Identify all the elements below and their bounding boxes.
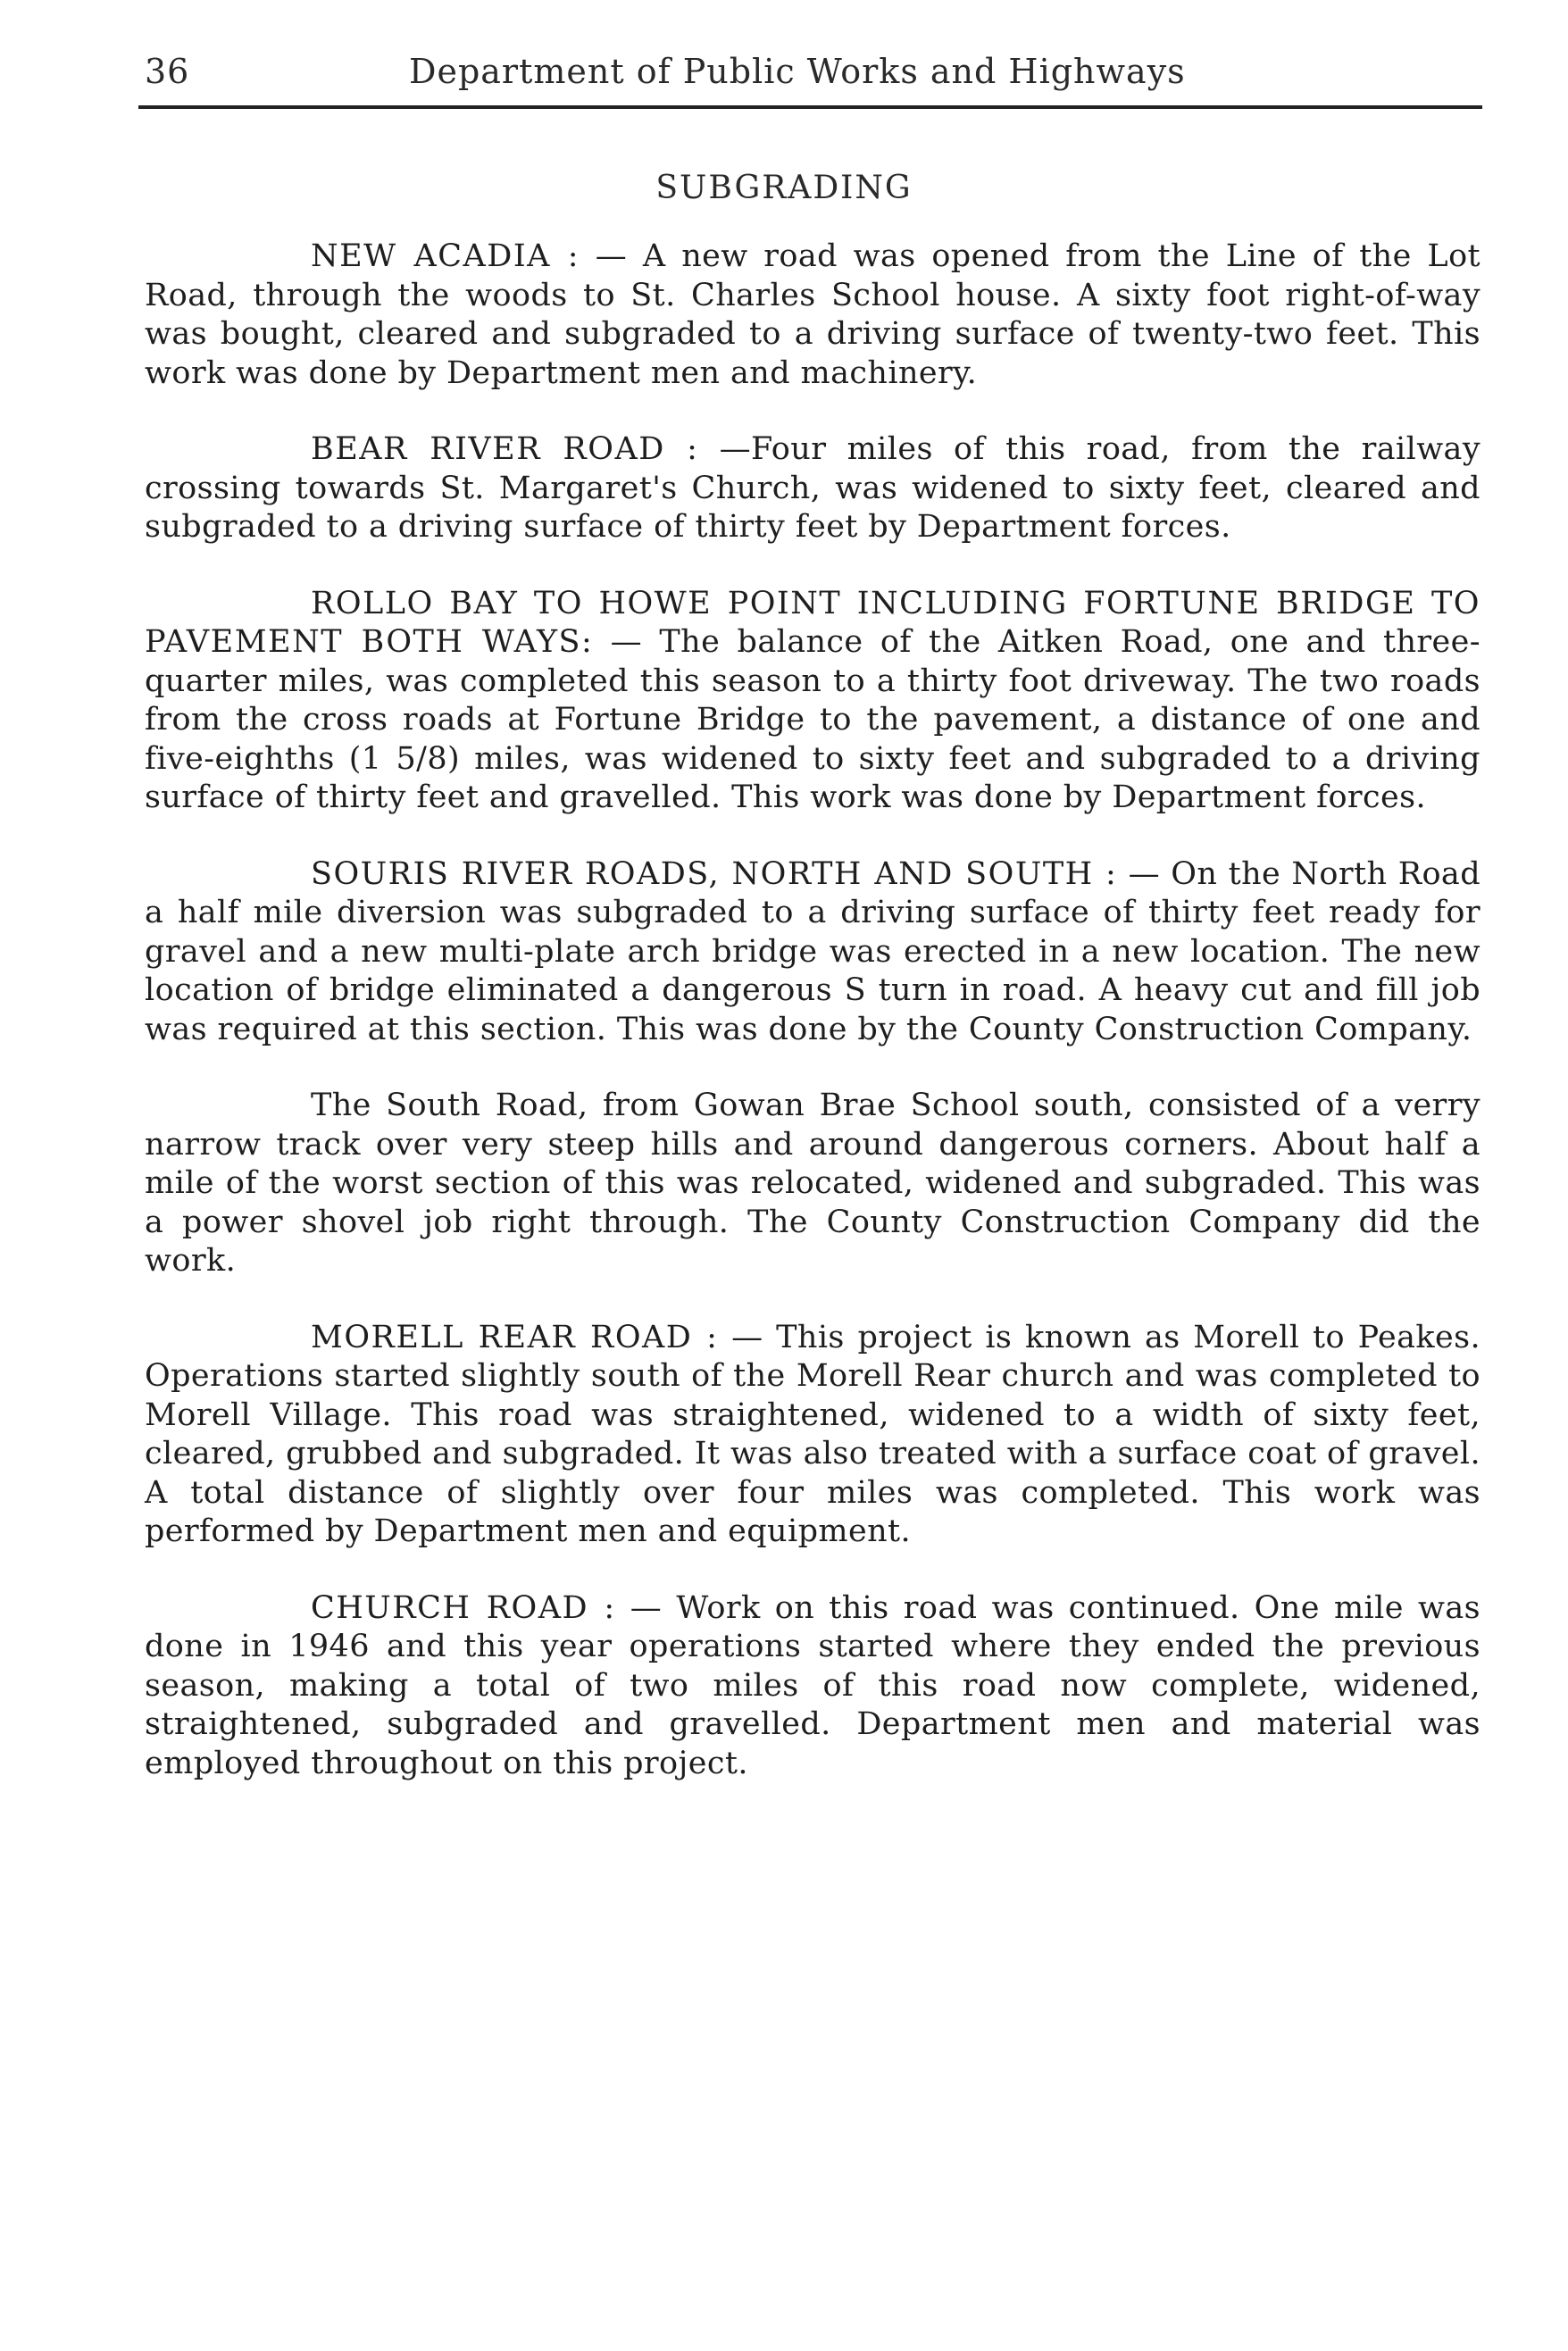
paragraph-heading: BEAR RIVER ROAD : <box>311 431 699 467</box>
header-rule <box>138 105 1482 109</box>
paragraph-heading: NEW ACADIA : <box>311 238 580 274</box>
paragraph-heading: MORELL REAR ROAD : <box>311 1319 719 1355</box>
paragraph-new-acadia <box>145 238 1480 393</box>
paragraph-text: — A new road was opened from the Line of the Lot Road, through the woods to St. Charles School house. A sixty foot right-of-way was bought, cleared and subgraded to a driving surface of twenty-two feet. This work was done by Department men and machinery. <box>145 238 1481 391</box>
paragraph-text: — The balance of the Aitken Road, one and three-quarter miles, was completed this season to a thirty foot driveway. The two roads from the cross roads at Fortune Bridge to the pavement, a distance of one and five-eighths (1 5/8) miles, was widened to sixty feet and subgraded to a driving surface of thirty feet and gravelled. This work was done by Department forces. <box>145 624 1480 815</box>
paragraph-morell-rear-road <box>145 1319 1480 1552</box>
running-title: Department of Public Works and Highways <box>409 52 1186 91</box>
paragraph-heading: CHURCH ROAD : <box>311 1589 616 1626</box>
paragraph-text: — On the North Road a half mile diversion was subgraded to a driving surface of thirty feet ready for gravel and a new multi-plate arch bridge was erected in a new location. The new location of bridge eliminated a dangerous S turn in road. A heavy cut and fill job was required at this section. This was done by the County Construction Company. <box>145 855 1481 1047</box>
paragraph-church-road <box>145 1589 1480 1784</box>
body-text <box>145 238 1480 1821</box>
paragraph-south-road <box>145 1087 1480 1281</box>
paragraph-heading: ROLLO BAY TO HOWE POINT INCLUDING FORTUNE BRIDGE TO PAVEMENT BOTH WAYS: <box>145 585 1480 660</box>
page-header <box>145 52 1484 102</box>
paragraph-bear-river-road <box>145 430 1480 547</box>
paragraph-text: — Work on this road was continued. One mile was done in 1946 and this year operations started where they ended the previous season, making a total of two miles of this road now complete, widened, straightened, subgraded and gravelled. Department men and material was employed throughout on this project. <box>145 1589 1480 1781</box>
paragraph-text: —Four miles of this road, from the railway crossing towards St. Margaret's Church, was widened to sixty feet, cleared and subgraded to a driving surface of thirty feet by Department forces. <box>145 431 1481 545</box>
paragraph-rollo-bay <box>145 585 1480 818</box>
paragraph-text: — This project is known as Morell to Peakes. Operations started slightly south of the Morell Rear church and was completed to Morell Village. This road was straightened, widened to a width of sixty feet, cleared, grubbed and subgraded. It was also treated with a surface coat of gravel. A total distance of slightly over four miles was completed. This work was performed by Department men and equipment. <box>145 1319 1480 1549</box>
paragraph-souris-river-roads <box>145 855 1480 1050</box>
section-title: SUBGRADING <box>655 170 913 206</box>
page-number: 36 <box>145 52 190 91</box>
paragraph-heading: SOURIS RIVER ROADS, NORTH AND SOUTH : <box>311 855 1118 892</box>
paragraph-text: The South Road, from Gowan Brae School south, consisted of a verry narrow track over very steep hills and around dangerous corners. About half a mile of the worst section of this was relocated, widened and subgraded. This was a power shovel job right through. The County Construction Company did the work. <box>145 1088 1480 1279</box>
